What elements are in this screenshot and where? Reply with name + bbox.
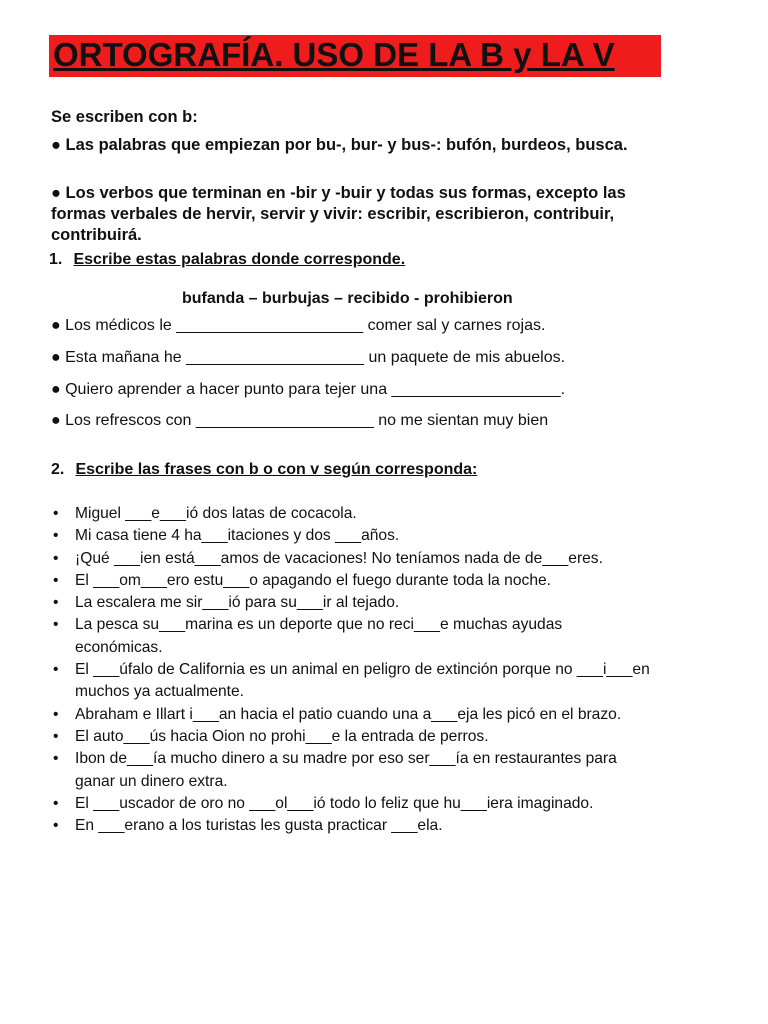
rule-bir-buir: ● Los verbos que terminan en -bir y -buir y todas sus formas, excepto las formas verbales de hervir, servir y vivir: escribir, escribieron, contribuir, contribuirá. [51,184,626,244]
exercise2-list [53,503,653,837]
exercise1-sentence-2: ● Esta mañana he ____________________ un paquete de mis abuelos. [51,349,566,366]
exercise2-item: • El auto___ús hacia Oion no prohi___e la entrada de perros. [53,726,653,748]
exercise1-sentence-1: ● Los médicos le _____________________ comer sal y carnes rojas. [51,317,546,334]
rule-heading: Se escriben con b: [51,108,198,126]
exercise2-item: • El ___uscador de oro no ___ol___ió todo lo feliz que hu___iera imaginado. [53,793,653,815]
exercise2-item: • Miguel ___e___ió dos latas de cocacola. [53,503,653,525]
exercise2-item: • ¡Qué ___ien está___amos de vacaciones! No teníamos nada de de___eres. [53,548,653,570]
exercise2-item: • El ___om___ero estu___o apagando el fuego durante toda la noche. [53,570,653,592]
exercise2-item: • La pesca su___marina es un deporte que no reci___e muchas ayudas económicas. [53,614,653,659]
exercise1-number: 1. [49,251,63,268]
exercise2-item: • La escalera me sir___ió para su___ir al tejado. [53,592,653,614]
exercise1-sentence-3: ● Quiero aprender a hacer punto para tejer una ___________________. [51,381,566,398]
exercise1-title: Escribe estas palabras donde corresponde. [73,251,406,268]
title-banner [49,35,661,77]
exercise1-sentence-4: ● Los refrescos con ____________________ no me sientan muy bien [51,412,549,429]
exercise2-item: • Mi casa tiene 4 ha___itaciones y dos ___años. [53,525,653,547]
rule-bu-bur-bus: ● Las palabras que empiezan por bu-, bur- y bus-: bufón, burdeos, busca. [51,136,628,154]
exercise2-heading [51,461,477,479]
page-title: ORTOGRAFÍA. USO DE LA B y LA V [53,36,615,73]
exercise2-item: • Abraham e Illart i___an hacia el patio cuando una a___eja les picó en el brazo. [53,704,653,726]
exercise1-heading [49,251,405,269]
exercise2-item: • En ___erano a los turistas les gusta practicar ___ela. [53,815,653,837]
exercise2-item: • Ibon de___ía mucho dinero a su madre por eso ser___ía en restaurantes para ganar un dinero extra. [53,748,653,793]
exercise2-number: 2. [51,461,65,478]
exercise2-item: • El ___úfalo de California es un animal en peligro de extinción porque no ___i___en muchos ya actualmente. [53,659,653,704]
exercise2-title: Escribe las frases con b o con v según corresponda: [75,461,478,478]
exercise1-word-list: bufanda – burbujas – recibido - prohibieron [182,290,513,307]
